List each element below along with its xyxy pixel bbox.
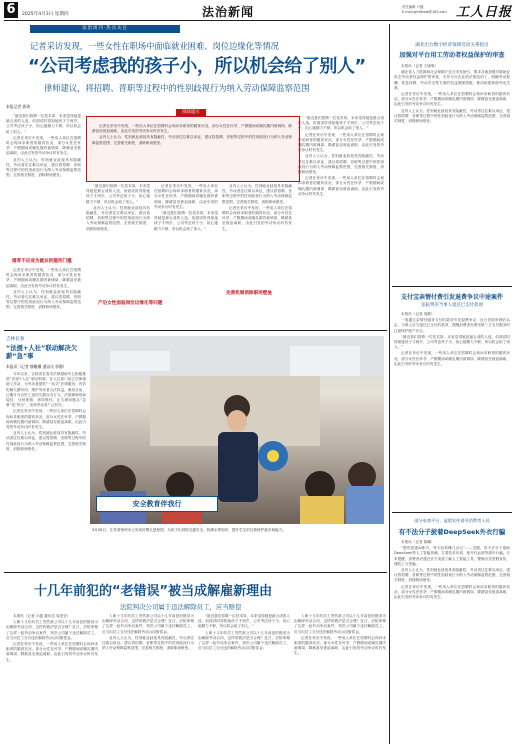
lead-subhead: 婚育不应成为就业的隐形门槛 [12,259,72,264]
header-rule [4,20,511,21]
lead-body-col1 [6,114,81,254]
bottom-paragraph: 业内人士认为，性别就业歧视具有隐蔽性，劳动者往往难以举证，建议将招聘、晋职等过程中的性别歧视行为纳入劳动保障监察范围，完善相关制度，消除职场壁垒。 [102,635,194,651]
banner-tag: 法治周刊·热点关注 [30,25,180,33]
bottom-title: 十几年前犯的“老错误”被当成解雇新理由 [34,584,273,599]
right2-paragraph: 一笔通过亲情付服务支付的款项引发退费争议，近日法院审理后认定，当事人应当退还已支付的款项，提醒消费者在使用第三方支付服务时注意保护账户安全。 [394,318,510,333]
bottom-byline: 本报讯（记者 卢越 通讯员 周美莹） [13,614,71,618]
lead-body-col5 [298,116,384,324]
right3-byline: 本报讯（记者 陈曦） [401,540,435,544]
lead-body-col4 [222,184,292,320]
left-body [6,372,86,568]
lead-paragraph: 业内人士认为，性别就业歧视具有隐蔽性，劳动者往往难以举证，建议将招聘、晋职等过程中的性别歧视行为纳入劳动保障监察范围，完善相关制度，消除职场壁垒。 [298,154,384,175]
bottom-paragraph: “最近我们招聘一位技术岗，本来觉得她是最合适的人选，但面试时得知她孩子才两岁，公司考虑孩子小，担心她精力不够，所以机会给了别人。” [198,614,290,629]
right3-paragraph: 记者在采访中发现，一些用人单位在招聘时会询问求职者的婚育状况，部分女性在怀孕、产假期间或哺乳期内被调岗、降薪甚至被迫离职，由此引发的劳动争议时有发生。 [394,584,510,600]
lead-paragraph: 记者在采访中发现，一些用人单位在招聘时会询问求职者的婚育状况，部分女性在怀孕、产假期间或哺乳期内被调岗、降薪甚至被迫离职，由此引发的劳动争议时有发生。 [298,132,384,153]
bottom-paragraph: 记者在采访中发现，一些用人单位在招聘时会询问求职者的婚育状况，部分女性在怀孕、产假期间或哺乳期内被调岗、降薪甚至被迫离职，由此引发的劳动争议时有发生。 [294,635,386,656]
left-byline: 本报讯（记者 柳姗姗 通讯员 郭静） [6,364,67,369]
photo-credit: 3月28日，江苏省徐州市公安局民警走进校园，为孩子们讲授交通安全、防溺水等知识，提升学生的自我保护意识和能力。 [92,528,286,532]
lead-body-col1b [6,268,81,330]
editor-name: 责任编辑 卢越 [402,5,424,9]
right-divider-1 [392,286,512,287]
photo-caption: 安全教育伴我行 [96,496,218,512]
editor-info [402,5,447,14]
section-title: 法治新闻 [202,5,255,19]
bottom-paragraph: 入职十几年的员工突然被公司以十几年前犯的错误为由解除劳动合同，这样的做法是否合理？近日，法院审理了这样一起劳动争议案件，判决公司属于违法解除员工，应当向员工支付违法解除劳动合同赔偿金。 [294,614,386,634]
lead-paragraph: “最近我们招聘一位技术岗，本来觉得她是最合适的人选，但面试时得知她孩子才两岁，公司考虑孩子小，担心她精力不够，所以机会给了别人。” [6,114,81,134]
right1-kicker: 湖北出台数字经济领域劳动关系指引 [415,43,489,48]
bottom-body-col1 [6,614,98,744]
lead-paragraph: 记者在采访中发现，一些用人单位在招聘时会询问求职者的婚育状况，部分女性在怀孕、产假期间或哺乳期内被调岗、降薪甚至被迫离职，由此引发的劳动争议时有发生。 [6,135,81,156]
bottom-body-col4 [294,614,386,744]
right1-byline: 本报讯（记者 王晓明） [401,64,439,68]
left-title: “法援+人社”联动解决欠薪“急”事 [6,344,78,360]
bottom-story-rule [4,572,387,573]
right3-body [394,540,510,744]
left-paragraph: 记者在采访中发现，一些用人单位在招聘时会询问求职者的婚育状况，部分女性在怀孕、产假期间或哺乳期内被调岗、降薪甚至被迫离职，由此引发的劳动争议时有发生。 [6,409,86,430]
right1-title: 加强对平台用工劳动者权益保护的审查 [399,52,505,59]
bottom-paragraph: 记者在采访中发现，一些用人单位在招聘时会询问求职者的婚育状况，部分女性在怀孕、产假期间或哺乳期内被调岗、降薪甚至被迫离职，由此引发的劳动争议时有发生。 [6,642,98,662]
right1-paragraph: 湖北省人力资源和社会保障厅近日印发指引，要求各地加强对新就业形态劳动者权益保护的审查，引导平台企业依法规范用工，明确劳动报酬、休息休假、劳动安全等方面的权益保障措施，推动构建和谐劳动关系。 [394,70,510,90]
bottom-subtitle: 法院判决公司属于违法解除员工，应当赔偿 [120,603,242,611]
lead-byline: 本报记者 郭琦 [6,104,30,109]
right2-title: 支付宝亲情付费引发退费争议中途案件 [400,294,503,301]
lead-body-col3 [154,184,218,320]
right1-paragraph: 记者在采访中发现，一些用人单位在招聘时会询问求职者的婚育状况，部分女性在怀孕、产假期间或哺乳期内被调岗、降薪甚至被迫离职，由此引发的劳动争议时有发生。 [394,92,510,107]
bottom-paragraph: 入职十几年的员工突然被公司以十几年前犯的错误为由解除劳动合同，这样的做法是否合理？近日，法院审理了这样一起劳动争议案件，判决公司属于违法解除员工，应当向员工支付违法解除劳动合同赔偿金。 [198,630,290,651]
lead-paragraph: 记者在采访中发现，一些用人单位在招聘时会询问求职者的婚育状况，部分女性在怀孕、产假期间或哺乳期内被调岗、降薪甚至被迫离职，由此引发的劳动争议时有发生。 [298,176,384,196]
editor-note-paragraph: 记者在采访中发现，一些用人单位在招聘时会询问求职者的婚育状况，部分女性在怀孕、产假期间或哺乳期内被调岗、降薪甚至被迫离职，由此引发的劳动争议时有发生。 [92,124,292,134]
bottom-paragraph: 入职十几年的员工突然被公司以十几年前犯的错误为由解除劳动合同，这样的做法是否合理？近日，法院审理了这样一起劳动争议案件，判决公司属于违法解除员工，应当向员工支付违法解除劳动合同赔偿金。 [6,620,98,640]
left-paragraph: 业内人士认为，性别就业歧视具有隐蔽性，劳动者往往难以举证，建议将招聘、晋职等过程中的性别歧视行为纳入劳动保障监察范围，完善相关制度，消除职场壁垒。 [6,431,86,451]
editor-note-paragraph: 业内人士认为，性别就业歧视具有隐蔽性，劳动者往往难以举证，建议将招聘、晋职等过程中的性别歧视行为纳入劳动保障监察范围，完善相关制度，消除职场壁垒。 [92,135,292,145]
lead-paragraph: 业内人士认为，性别就业歧视具有隐蔽性，劳动者往往难以举证，建议将招聘、晋职等过程中的性别歧视行为纳入劳动保障监察范围，完善相关制度，消除职场壁垒。 [6,289,81,310]
left-paragraph: 今年以来，吉林省长春市法律援助中心积极推进“法援+人社”联动机制，在人社部门设立法律援助工作站，为劳动者提供“一站式”法律服务，有效化解欠薪纠纷，维护劳动者合法权益。截至目前，已累计为农民工追回欠薪百余万元。法援律师现场接待、分析案情、指导维权，让欠薪问题从“急事”变“快办”，受到劳动者广泛好评。 [6,372,86,408]
bottom-body-col2 [102,614,194,744]
bottom-paragraph: 入职十几年的员工突然被公司以十几年前犯的错误为由解除劳动合同，这样的做法是否合理？近日，法院审理了这样一起劳动争议案件，判决公司属于违法解除员工，应当向员工支付违法解除劳动合同赔偿金。 [102,614,194,634]
lead-paragraph: “最近我们招聘一位技术岗，本来觉得她是最合适的人选，但面试时得知她孩子才两岁，公司考虑孩子小，担心她精力不够，所以机会给了别人。” [298,116,384,131]
page-number: 6 [4,2,18,18]
right2-byline: 本报讯（记者 周静） [401,312,435,316]
lead-paragraph: 记者在采访中发现，一些用人单位在招聘时会询问求职者的婚育状况，部分女性在怀孕、产假期间或哺乳期内被调岗、降薪甚至被迫离职，由此引发的劳动争议时有发生。 [6,268,81,288]
right1-paragraph: 业内人士认为，性别就业歧视具有隐蔽性，劳动者往往难以举证，建议将招聘、晋职等过程中的性别歧视行为纳入劳动保障监察范围，完善相关制度，消除职场壁垒。 [394,108,510,124]
right-column-rule [389,24,390,744]
editor-note-text [92,124,292,176]
editor-note-label: 阅读提示 [176,109,206,117]
news-photo [90,336,384,524]
right2-paragraph: “最近我们招聘一位技术岗，本来觉得她是最合适的人选，但面试时得知她孩子才两岁，公司考虑孩子小，担心她精力不够，所以机会给了别人。” [394,334,510,350]
right-divider-2 [392,512,512,513]
right3-kicker: 部分电商平台、虚假宣传诱导消费者入局 [414,518,490,523]
lead-subhead: 产后女性面临岗位边缘化等问题 [98,301,163,306]
lead-subhead: 完善机制消除职场壁垒 [226,291,272,296]
lead-paragraph: 记者在采访中发现，一些用人单位在招聘时会询问求职者的婚育状况，部分女性在怀孕、产假期间或哺乳期内被调岗、降薪甚至被迫离职，由此引发的劳动争议时有发生。 [154,184,218,209]
right2-paragraph: 记者在采访中发现，一些用人单位在招聘时会询问求职者的婚育状况，部分女性在怀孕、产假期间或哺乳期内被调岗、降薪甚至被迫离职，由此引发的劳动争议时有发生。 [394,351,510,366]
right2-subtitle: 法院判决当事人退还已支付款项 [421,303,483,308]
bottom-body-col3 [198,614,290,744]
lead-paragraph: 业内人士认为，性别就业歧视具有隐蔽性，劳动者往往难以举证，建议将招聘、晋职等过程中的性别歧视行为纳入劳动保障监察范围，完善相关制度，消除职场壁垒。 [222,184,292,204]
masthead-logo: 工人日报 [456,5,513,20]
lead-title: “公司考虑我的孩子小，所以机会给了别人” [28,56,366,77]
lead-paragraph: 业内人士认为，性别就业歧视具有隐蔽性，劳动者往往难以举证，建议将招聘、晋职等过程中的性别歧视行为纳入劳动保障监察范围，完善相关制度，消除职场壁垒。 [86,205,150,231]
right1-body [394,64,510,282]
lead-paragraph: “最近我们招聘一位技术岗，本来觉得她是最合适的人选，但面试时得知她孩子才两岁，公司考虑孩子小，担心她精力不够，所以机会给了别人。” [154,211,218,231]
right3-paragraph: “帮你搭建AI账号，每天轻松赚几百元”……近期，有不法分子借助DeepSeek等人工智能热潮，打着技术培训、账号代运营等旗号行骗。专家提醒，消费者应通过官方渠道了解人工智能工具，警惕各类虚假宣传，谨防上当受骗。 [394,546,510,566]
right3-paragraph: 业内人士认为，性别就业歧视具有隐蔽性，劳动者往往难以举证，建议将招聘、晋职等过程中的性别歧视行为纳入劳动保障监察范围，完善相关制度，消除职场壁垒。 [394,568,510,583]
right3-title: 有不法分子披着DeepSeek外衣行骗 [398,528,506,536]
editor-email: E-mail:grrbfzxw@163.com [402,9,447,14]
lead-bottom-rule [4,330,387,331]
right2-body [394,312,510,508]
lead-subtitle: 律师建议，将招聘、晋职等过程中的性别歧视行为纳入劳动保障监察范围 [44,83,310,93]
left-kicker: 吉林长春 [6,337,25,342]
lead-paragraph: 记者在采访中发现，一些用人单位在招聘时会询问求职者的婚育状况，部分女性在怀孕、产假期间或哺乳期内被调岗、降薪甚至被迫离职，由此引发的劳动争议时有发生。 [222,205,292,231]
lead-paragraph: “最近我们招聘一位技术岗，本来觉得她是最合适的人选，但面试时得知她孩子才两岁，公司考虑孩子小，担心她精力不够，所以机会给了别人。” [86,184,150,204]
lead-kicker: 记者采访发现，一些女性在职场中面临就业困难、岗位边缘化等情况 [30,41,279,51]
issue-date: 2025年4月3日 星期四 [22,12,69,17]
lead-paragraph: 业内人士认为，性别就业歧视具有隐蔽性，劳动者往往难以举证，建议将招聘、晋职等过程中的性别歧视行为纳入劳动保障监察范围，完善相关制度，消除职场壁垒。 [6,157,81,178]
